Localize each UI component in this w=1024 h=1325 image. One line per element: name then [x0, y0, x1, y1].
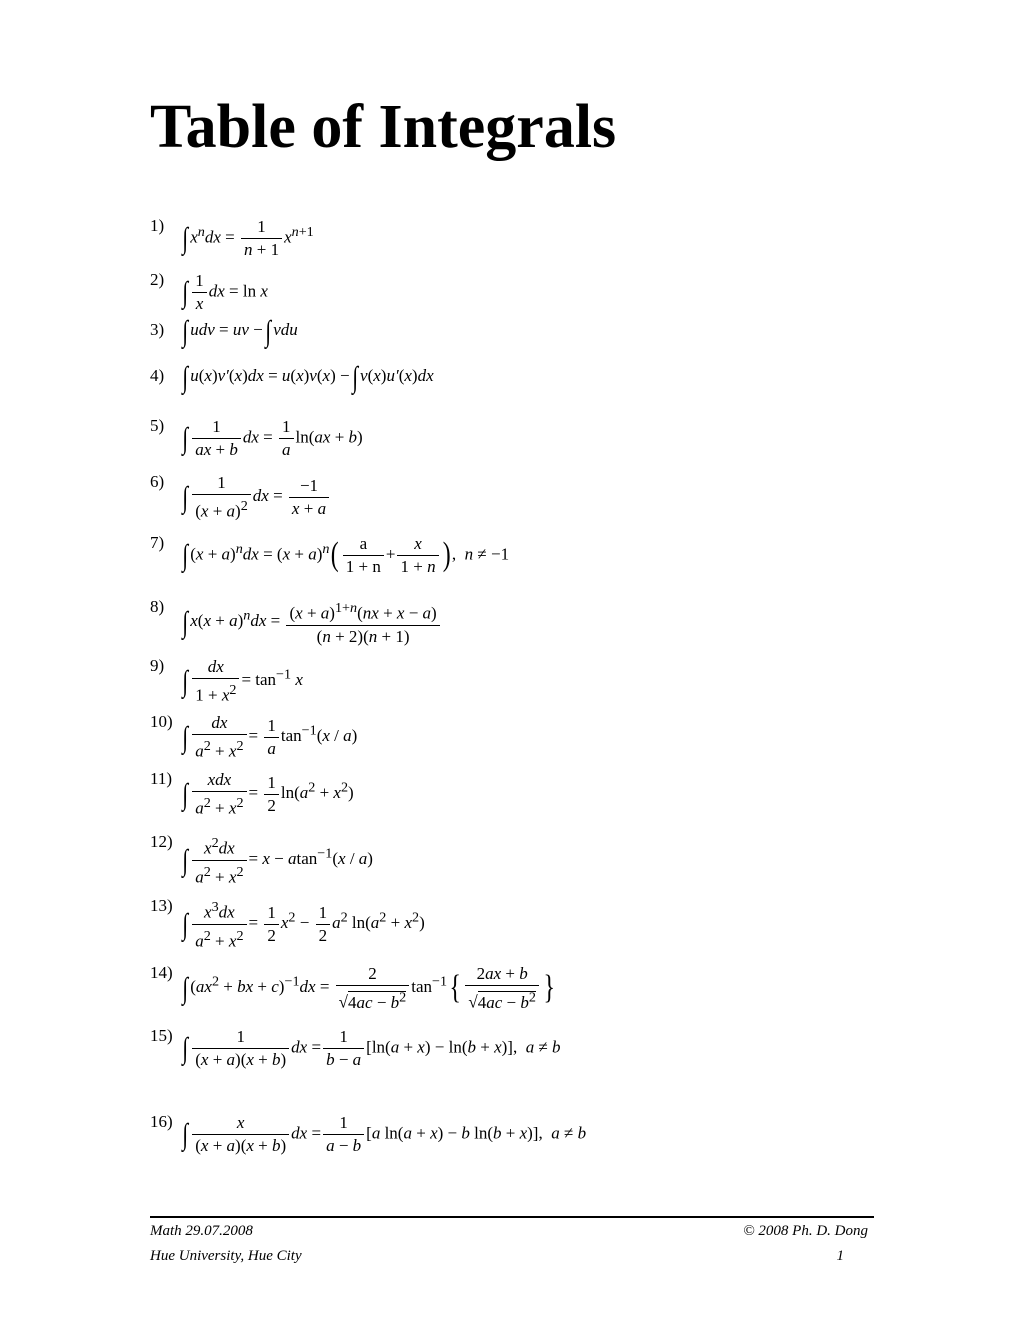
page-title: Table of Integrals: [150, 93, 617, 161]
formula-number: 12): [150, 832, 173, 851]
formula-expression: ∫ $\frac{x}{(x + a)(x + b)}$ dx = $\frac{1}{a - b}$ [a ln(a + x) − b ln(b + x)], a ≠ b: [182, 1113, 587, 1155]
formula-expression: ∫ udv = uv − ∫ vdu: [182, 315, 298, 348]
formula-number: 3): [150, 320, 165, 339]
footer-course-date: Math 29.07.2008: [150, 1223, 253, 1239]
formula-number: 11): [150, 769, 173, 788]
formula-expression: ∫ $(x + a)^ndx = (x + a)^n$( $\frac{a}{1 + n}$ + $\frac{x}{1 + n}$ ), n ≠ −1: [182, 534, 510, 576]
footer-divider: [150, 1216, 874, 1218]
formula-expression: ∫ ($ax^2$ + bx + c)$^{-1}$dx = $\frac{2}{√4ac - b^2}$ $\tan^{-1}${ $\frac{2ax + b}{√4ac - b^2}$ }: [182, 964, 555, 1012]
formula-number: 5): [150, 416, 165, 435]
formula-expression: ∫ $\frac{x^3dx}{a^2 + x^2}$ = $\frac{1}{2}$ $x^2$ − $\frac{1}{2}$ $a^2$ $\ln(a^2 + x^2)$: [184, 896, 425, 952]
formula-number: 1): [150, 216, 165, 235]
formula-expression: ∫ $\frac{1}{(x + a)^2}$ dx = $\frac{-1}{x + a}$: [184, 472, 331, 523]
formula-number: 8): [150, 597, 165, 616]
formula-number: 9): [150, 656, 165, 675]
footer-page-number: 1: [836, 1248, 844, 1264]
footer-institution: Hue University, Hue City: [150, 1248, 302, 1264]
formula-expression: ∫ $\frac{dx}{1 + x^2}$ = $\tan^{-1} x$: [182, 657, 303, 705]
formula-expression: ∫ $\frac{dx}{a^2 + x^2}$ = $\frac{1}{a}$ $\tan^{-1}(x / a)$: [182, 713, 358, 761]
formula-expression: ∫ $\frac{1}{x}$ dx = ln x: [182, 271, 268, 313]
formula-expression: ∫ $x(x + a)^ndx$ = $\frac{(x + a)^{1+n}(nx + x - a)}{(n + 2)(n + 1)}$: [184, 597, 442, 648]
formula-expression: ∫ $x^ndx$ = $\frac{1}{n + 1}$ $x^{n+1}$: [182, 217, 314, 259]
formula-expression: ∫ $\frac{x^2dx}{a^2 + x^2}$ = x − atan$^{-1}$(x / a): [184, 832, 373, 888]
formula-number: 7): [150, 533, 165, 552]
formula-number: 6): [150, 472, 165, 491]
formula-number: 10): [150, 712, 173, 731]
formula-number: 16): [150, 1112, 173, 1131]
footer-copyright: © 2008 Ph. D. Dong: [743, 1223, 868, 1239]
formula-number: 15): [150, 1026, 173, 1045]
formula-expression: ∫ u(x)v′(x)dx = u(x)v(x) − ∫ v(x)u′(x)dx: [182, 361, 434, 394]
formula-number: 2): [150, 270, 165, 289]
formula-expression: ∫ $\frac{1}{ax + b}$ dx = $\frac{1}{a}$ ln(ax + b): [182, 417, 363, 459]
formula-number: 14): [150, 963, 173, 982]
formula-number: 13): [150, 896, 173, 915]
formula-expression: ∫ $\frac{\text{xdx}}{a^2 + x^2}$ = $\frac{1}{2}$ $\ln(a^2 + x^2)$: [182, 770, 354, 818]
formula-expression: ∫ $\frac{1}{(x + a)(x + b)}$ dx = $\frac{1}{b - a}$ [ln(a + x) − ln(b + x)], a ≠ b: [182, 1027, 561, 1069]
formula-number: 4): [150, 366, 165, 385]
